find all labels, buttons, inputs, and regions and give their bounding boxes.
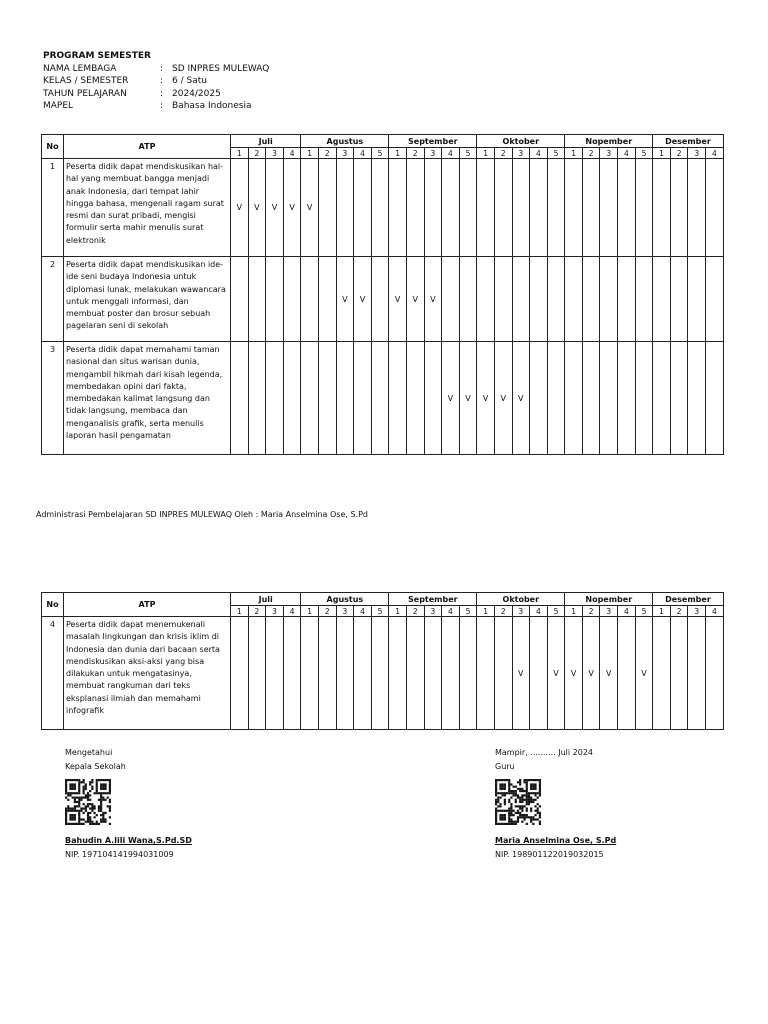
week-cell xyxy=(406,257,424,342)
week-cell xyxy=(371,159,389,257)
week-header: 2 xyxy=(670,606,688,617)
field-label: MAPEL xyxy=(43,101,74,111)
week-cell xyxy=(231,617,249,730)
check-mark: V xyxy=(289,203,295,212)
week-cell xyxy=(406,342,424,455)
month-header: Agustus xyxy=(301,135,389,148)
week-cell xyxy=(459,257,477,342)
week-cell xyxy=(477,159,495,257)
week-header: 5 xyxy=(371,606,389,617)
week-cell xyxy=(582,342,600,455)
week-cell xyxy=(371,342,389,455)
week-header: 3 xyxy=(600,148,618,159)
atp-description xyxy=(64,342,231,455)
signature-line2: Guru xyxy=(495,762,515,771)
week-cell xyxy=(653,342,671,455)
week-cell xyxy=(530,257,548,342)
week-cell xyxy=(477,617,495,730)
atp-line: untuk menggali informasi, dan xyxy=(66,296,189,306)
table-row xyxy=(42,257,724,342)
week-cell xyxy=(442,159,460,257)
atp-line: Peserta didik dapat menemukenali xyxy=(66,620,206,629)
week-header: 3 xyxy=(424,148,442,159)
atp-line: Peserta didik dapat mendiskusikan ide- xyxy=(66,260,224,269)
week-cell xyxy=(670,257,688,342)
atp-line: Peserta didik dapat mendiskusikan hal- xyxy=(66,162,224,171)
month-header: September xyxy=(389,135,477,148)
table-row xyxy=(42,159,724,257)
week-header: 5 xyxy=(547,148,565,159)
week-cell xyxy=(706,617,724,730)
week-cell xyxy=(248,159,266,257)
month-header: Oktober xyxy=(477,135,565,148)
week-cell xyxy=(231,159,249,257)
week-cell xyxy=(354,617,372,730)
week-header: 3 xyxy=(512,148,530,159)
atp-line: formulir serta mahir menulis surat xyxy=(66,223,204,233)
atp-line: elektronik xyxy=(66,235,106,245)
week-cell xyxy=(371,617,389,730)
week-cell xyxy=(477,342,495,455)
check-mark: V xyxy=(588,668,594,678)
week-header: 2 xyxy=(582,148,600,159)
week-cell xyxy=(653,159,671,257)
check-mark: V xyxy=(465,393,471,403)
week-header: 3 xyxy=(336,606,354,617)
field-label: KELAS / SEMESTER xyxy=(43,76,129,86)
week-cell xyxy=(706,342,724,455)
column-header-no: No xyxy=(42,135,64,159)
week-cell xyxy=(512,342,530,455)
atp-line: membuat rangkuman dari teks xyxy=(66,681,191,691)
check-mark: V xyxy=(518,393,524,403)
week-cell xyxy=(231,342,249,455)
week-header: 3 xyxy=(266,606,284,617)
week-header: 5 xyxy=(459,148,477,159)
week-cell xyxy=(266,159,284,257)
week-cell xyxy=(301,159,319,257)
week-header: 5 xyxy=(547,606,565,617)
check-mark: V xyxy=(236,203,243,212)
week-cell xyxy=(424,342,442,455)
week-cell xyxy=(547,617,565,730)
document-header xyxy=(43,50,269,113)
week-header: 3 xyxy=(424,606,442,617)
week-cell xyxy=(618,257,636,342)
table-row xyxy=(42,617,724,730)
program-semester-table xyxy=(41,134,724,455)
week-header: 2 xyxy=(248,606,266,617)
field-row-lembaga xyxy=(43,63,269,76)
signature-line1: Mengetahui xyxy=(65,748,113,757)
week-cell xyxy=(283,257,301,342)
atp-line: laporan hasil pengamatan xyxy=(66,431,171,441)
week-cell xyxy=(512,257,530,342)
week-cell xyxy=(565,342,583,455)
week-cell xyxy=(618,159,636,257)
field-separator: : xyxy=(160,88,164,99)
check-mark: V xyxy=(394,294,401,304)
week-cell xyxy=(582,617,600,730)
week-cell xyxy=(248,617,266,730)
week-cell xyxy=(494,617,512,730)
week-cell xyxy=(530,159,548,257)
atp-line: dilakukan untuk mengatasinya, xyxy=(66,669,192,679)
month-header: Agustus xyxy=(301,593,389,606)
week-cell xyxy=(301,342,319,455)
week-cell xyxy=(582,159,600,257)
week-cell xyxy=(318,342,336,455)
week-cell xyxy=(512,617,530,730)
week-header: 2 xyxy=(670,148,688,159)
check-mark: V xyxy=(306,203,313,212)
week-header: 4 xyxy=(618,606,636,617)
week-header: 4 xyxy=(354,148,372,159)
week-header: 3 xyxy=(688,148,706,159)
month-header: Oktober xyxy=(477,593,565,606)
week-header: 5 xyxy=(635,606,653,617)
field-value: Bahasa Indonesia xyxy=(172,101,252,111)
week-cell xyxy=(688,342,706,455)
signature-line2: Kepala Sekolah xyxy=(65,762,126,771)
week-cell xyxy=(653,257,671,342)
qr-code-icon xyxy=(495,779,541,825)
week-cell xyxy=(442,617,460,730)
week-cell xyxy=(706,159,724,257)
week-cell xyxy=(670,342,688,455)
atp-line: Indonesia dan dunia dari bacaan serta xyxy=(66,644,220,654)
week-header: 4 xyxy=(442,606,460,617)
month-header: Juli xyxy=(231,135,301,148)
week-cell xyxy=(547,159,565,257)
week-cell xyxy=(389,342,407,455)
week-cell xyxy=(547,342,565,455)
week-cell xyxy=(354,159,372,257)
week-cell xyxy=(565,617,583,730)
atp-line: membedakan opini dari fakta, xyxy=(66,381,187,391)
field-value: 6 / Satu xyxy=(172,76,207,86)
check-mark: V xyxy=(447,393,454,403)
week-header: 5 xyxy=(459,606,477,617)
month-header: Juli xyxy=(231,593,301,606)
week-header: 4 xyxy=(618,148,636,159)
column-header-atp: ATP xyxy=(64,593,231,617)
check-mark: V xyxy=(254,203,260,212)
week-header: 4 xyxy=(283,606,301,617)
week-header: 1 xyxy=(565,148,583,159)
check-mark: V xyxy=(482,393,489,403)
week-cell xyxy=(600,159,618,257)
week-cell xyxy=(530,617,548,730)
atp-line: hingga bahasa, mengenali ragam surat xyxy=(66,198,224,208)
week-cell xyxy=(459,159,477,257)
atp-line: eksplanasi ilmiah dan memahami xyxy=(66,693,201,703)
week-cell xyxy=(582,257,600,342)
week-cell xyxy=(635,342,653,455)
field-value: 2024/2025 xyxy=(172,88,221,99)
week-cell xyxy=(512,159,530,257)
week-cell xyxy=(318,159,336,257)
check-mark: V xyxy=(553,668,559,678)
month-header: Nopember xyxy=(565,593,653,606)
atp-description xyxy=(64,617,231,730)
atp-line: infografik xyxy=(66,706,104,716)
week-cell xyxy=(494,159,512,257)
week-cell xyxy=(389,257,407,342)
week-header: 1 xyxy=(653,148,671,159)
week-cell xyxy=(635,159,653,257)
week-cell xyxy=(600,342,618,455)
week-header: 2 xyxy=(582,606,600,617)
week-header: 4 xyxy=(706,148,724,159)
week-cell xyxy=(389,617,407,730)
row-number: 1 xyxy=(42,159,64,257)
week-header: 1 xyxy=(231,148,249,159)
week-header: 1 xyxy=(389,148,407,159)
week-cell xyxy=(442,257,460,342)
week-cell xyxy=(688,257,706,342)
week-header: 2 xyxy=(494,148,512,159)
week-header: 4 xyxy=(442,148,460,159)
week-cell xyxy=(477,257,495,342)
field-separator: : xyxy=(160,63,164,74)
week-cell xyxy=(248,342,266,455)
week-header: 1 xyxy=(301,148,319,159)
week-cell xyxy=(635,617,653,730)
row-number: 4 xyxy=(42,617,64,730)
week-header: 2 xyxy=(248,148,266,159)
column-header-atp: ATP xyxy=(64,135,231,159)
week-cell xyxy=(266,342,284,455)
week-cell xyxy=(635,257,653,342)
week-cell xyxy=(248,257,266,342)
field-value: SD INPRES MULEWAQ xyxy=(172,63,270,74)
week-cell xyxy=(530,342,548,455)
week-cell xyxy=(565,257,583,342)
check-mark: V xyxy=(430,294,436,304)
week-cell xyxy=(336,257,354,342)
atp-line: masalah lingkungan dan krisis iklim di xyxy=(66,632,219,642)
week-cell xyxy=(336,159,354,257)
week-cell xyxy=(565,159,583,257)
atp-line: mengambil hikmah dari kisah legenda, xyxy=(66,369,223,379)
row-number: 3 xyxy=(42,342,64,455)
atp-line: menganalisis grafik, serta menulis xyxy=(66,418,204,428)
week-header: 1 xyxy=(653,606,671,617)
atp-line: Peserta didik dapat memahami taman xyxy=(66,345,220,354)
atp-line: nasional dan situs warisan dunia, xyxy=(66,357,200,367)
check-mark: V xyxy=(518,668,524,678)
signature-block-teacher xyxy=(495,746,616,862)
atp-line: hal yang membuat bangga menjadi xyxy=(66,174,210,184)
week-cell xyxy=(494,342,512,455)
week-cell xyxy=(371,257,389,342)
check-mark: V xyxy=(570,668,577,678)
week-cell xyxy=(336,342,354,455)
field-label: TAHUN PELAJARAN xyxy=(43,88,127,99)
atp-line: mendiskusikan aksi-aksi yang bisa xyxy=(66,656,205,666)
signature-nip: NIP. 197104141994031009 xyxy=(65,850,174,859)
atp-line: membedakan kalimat langsung dan xyxy=(66,394,210,404)
week-cell xyxy=(670,617,688,730)
signature-nip: NIP. 198901122019032015 xyxy=(495,850,604,859)
week-header: 3 xyxy=(688,606,706,617)
check-mark: V xyxy=(412,294,418,304)
signature-block-principal xyxy=(65,746,192,862)
week-header: 2 xyxy=(318,606,336,617)
atp-line: tidak langsung, membaca dan xyxy=(66,406,188,416)
week-header: 1 xyxy=(231,606,249,617)
month-header: September xyxy=(389,593,477,606)
week-header: 1 xyxy=(565,606,583,617)
check-mark: V xyxy=(641,668,647,678)
week-header: 1 xyxy=(389,606,407,617)
row-number: 2 xyxy=(42,257,64,342)
table-row xyxy=(42,342,724,455)
week-cell xyxy=(266,617,284,730)
atp-description xyxy=(64,159,231,257)
signature-name: Bahudin A.lili Wana,S.Pd.SD xyxy=(65,836,192,845)
week-cell xyxy=(706,257,724,342)
week-header: 1 xyxy=(301,606,319,617)
check-mark: V xyxy=(359,294,366,304)
week-cell xyxy=(336,617,354,730)
check-mark: V xyxy=(271,203,278,212)
check-mark: V xyxy=(606,668,612,678)
week-cell xyxy=(406,617,424,730)
week-cell xyxy=(354,342,372,455)
week-header: 2 xyxy=(406,148,424,159)
week-cell xyxy=(618,617,636,730)
field-row-mapel xyxy=(43,100,269,113)
week-header: 3 xyxy=(600,606,618,617)
check-mark: V xyxy=(500,393,506,403)
week-header: 4 xyxy=(530,606,548,617)
week-cell xyxy=(618,342,636,455)
week-header: 4 xyxy=(530,148,548,159)
signature-line1: Mampir, .......... Juli 2024 xyxy=(495,748,594,757)
week-cell xyxy=(389,159,407,257)
week-cell xyxy=(283,617,301,730)
week-header: 1 xyxy=(477,148,495,159)
week-header: 5 xyxy=(635,148,653,159)
week-cell xyxy=(459,617,477,730)
atp-line: pagelaran seni di sekolah xyxy=(66,321,169,331)
week-header: 5 xyxy=(371,148,389,159)
week-header: 3 xyxy=(512,606,530,617)
week-cell xyxy=(494,257,512,342)
week-cell xyxy=(442,342,460,455)
week-cell xyxy=(688,159,706,257)
atp-line: resmi dan surat pribadi, mengisi xyxy=(66,211,196,221)
week-cell xyxy=(688,617,706,730)
month-header: Nopember xyxy=(565,135,653,148)
atp-line: membuat poster dan brosur sebuah xyxy=(66,309,211,319)
week-header: 2 xyxy=(318,148,336,159)
week-header: 3 xyxy=(266,148,284,159)
week-header: 3 xyxy=(336,148,354,159)
program-semester-table-continued xyxy=(41,592,724,730)
week-cell xyxy=(459,342,477,455)
field-row-tahun xyxy=(43,88,269,101)
atp-line: anak Indonesia, dari tempat lahir xyxy=(66,186,200,196)
week-cell xyxy=(318,257,336,342)
week-header: 2 xyxy=(406,606,424,617)
field-label: NAMA LEMBAGA xyxy=(43,63,117,74)
week-cell xyxy=(424,159,442,257)
signature-name: Maria Anselmina Ose, S.Pd xyxy=(495,836,617,845)
week-cell xyxy=(547,257,565,342)
week-header: 1 xyxy=(477,606,495,617)
week-cell xyxy=(653,617,671,730)
week-header: 4 xyxy=(283,148,301,159)
week-cell xyxy=(318,617,336,730)
field-separator: : xyxy=(160,76,164,86)
week-cell xyxy=(424,617,442,730)
atp-description xyxy=(64,257,231,342)
field-separator: : xyxy=(160,101,164,111)
week-cell xyxy=(600,617,618,730)
week-header: 4 xyxy=(706,606,724,617)
week-cell xyxy=(670,159,688,257)
week-cell xyxy=(354,257,372,342)
week-cell xyxy=(406,159,424,257)
document-title: PROGRAM SEMESTER xyxy=(43,51,151,61)
week-header: 4 xyxy=(354,606,372,617)
week-cell xyxy=(266,257,284,342)
week-cell xyxy=(231,257,249,342)
week-cell xyxy=(283,342,301,455)
field-row-kelas xyxy=(43,75,269,88)
check-mark: V xyxy=(342,294,348,304)
week-cell xyxy=(424,257,442,342)
week-cell xyxy=(600,257,618,342)
footer-note: Administrasi Pembelajaran SD INPRES MULEWAQ Oleh : Maria Anselmina Ose, S.Pd xyxy=(36,510,368,519)
atp-line: ide seni budaya Indonesia untuk xyxy=(66,272,197,282)
month-header: Desember xyxy=(653,135,723,148)
week-header: 2 xyxy=(494,606,512,617)
qr-code-icon xyxy=(65,779,111,825)
column-header-no: No xyxy=(42,593,64,617)
week-cell xyxy=(283,159,301,257)
month-header: Desember xyxy=(653,593,723,606)
atp-line: diplomasi lunak, melakukan wawancara xyxy=(66,284,226,294)
week-cell xyxy=(301,257,319,342)
week-cell xyxy=(301,617,319,730)
